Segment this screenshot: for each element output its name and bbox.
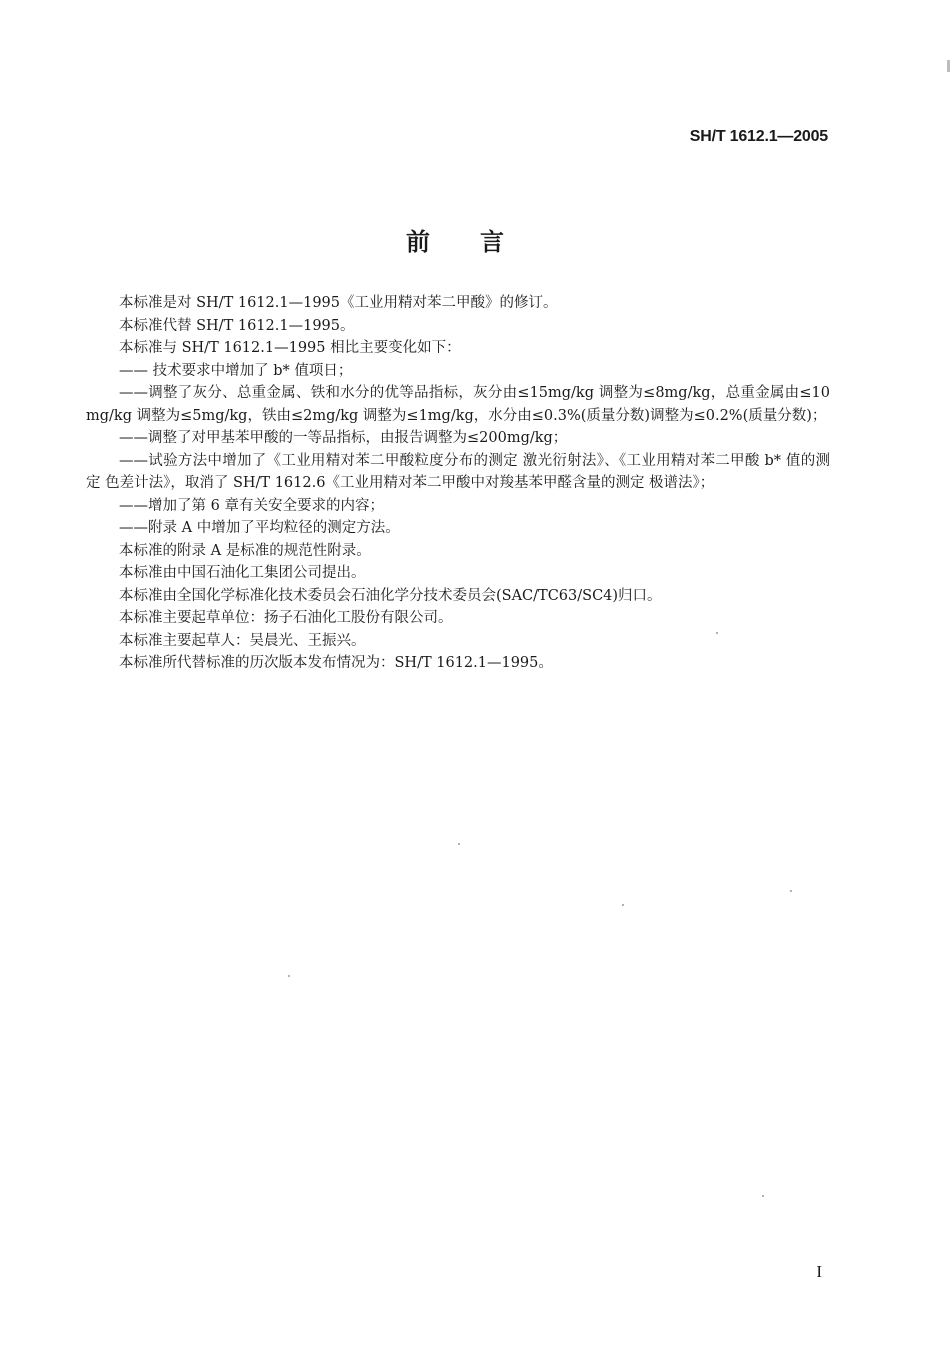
paragraph-replaces: 本标准代替 SH/T 1612.1—1995。 <box>119 317 355 334</box>
scan-speck <box>288 975 290 977</box>
paragraph-change-indices: ——调整了灰分、总重金属、铁和水分的优等品指标，灰分由≤15mg/kg 调整为≤8mg/kg，总重金属由≤10mg/kg 调整为≤5mg/kg，铁由≤2mg/kg 调整为≤1mg/kg，水分由≤0.3%(质量分数)调整为≤0.2%(质量分数)； <box>86 385 830 424</box>
foreword-content <box>86 292 830 675</box>
paragraph-change-safety: ——增加了第 6 章有关安全要求的内容； <box>119 497 384 514</box>
scan-speck <box>790 890 792 892</box>
standard-code-header: SH/T 1612.1—2005 <box>689 128 828 145</box>
paragraph-administered-by: 本标准由全国化学标准化技术委员会石油化学分技术委员会(SAC/TC63/SC4)归口。 <box>119 587 662 604</box>
paragraph-change-test-methods: ——试验方法中增加了《工业用精对苯二甲酸粒度分布的测定 激光衍射法》、《工业用精对苯二甲酸 b* 值的测定 色差计法》，取消了 SH/T 1612.6《工业用精对苯二甲酸中对羧基苯甲醛含量的测定 极谱法》； <box>86 452 830 491</box>
paragraph-changes-intro: 本标准与 SH/T 1612.1—1995 相比主要变化如下： <box>119 340 461 356</box>
paragraph-drafters: 本标准主要起草人：吴晨光、王振兴。 <box>119 632 366 649</box>
scan-speck <box>622 904 624 906</box>
scan-speck <box>458 843 460 845</box>
scan-speck <box>762 1195 764 1197</box>
paragraph-change-b-value: —— 技术要求中增加了 b* 值项日； <box>119 362 353 379</box>
paragraph-drafting-unit: 本标准主要起草单位：扬子石油化工股份有限公司。 <box>119 610 453 626</box>
paragraph-annex-normative: 本标准的附录 A 是标准的规范性附录。 <box>119 542 371 559</box>
paragraph-change-toluic-acid: ——调整了对甲基苯甲酸的一等品指标，由报告调整为≤200mg/kg； <box>119 430 568 446</box>
scan-speck <box>716 632 718 634</box>
paragraph-revision-note: 本标准是对 SH/T 1612.1—1995《工业用精对苯二甲酸》的修订。 <box>119 295 558 311</box>
page-title: 前言 <box>406 228 554 256</box>
page-number: I <box>816 1262 822 1281</box>
paragraph-change-annex-a: ——附录 A 中增加了平均粒径的测定方法。 <box>119 520 400 536</box>
paragraph-previous-editions: 本标准所代替标准的历次版本发布情况为：SH/T 1612.1—1995。 <box>119 655 553 671</box>
paragraph-proposed-by: 本标准由中国石油化工集团公司提出。 <box>119 565 366 581</box>
